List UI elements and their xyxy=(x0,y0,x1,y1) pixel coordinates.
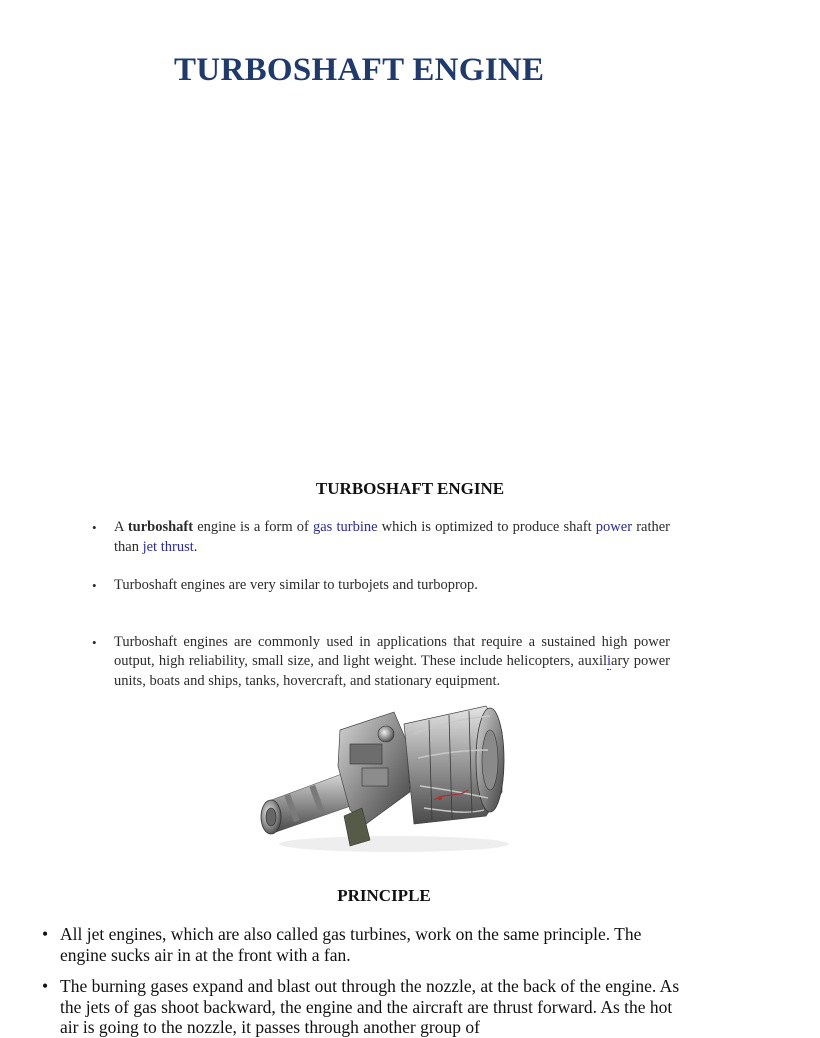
principle-point: • The burning gases expand and blast out through the nozzle, at the back of the engine. As the jets of gas shoot backward, the engine and the aircraft are thrust forward. As the hot air is going to the nozzle, it passes through another group of xyxy=(42,976,682,1038)
bullet-text: engine is a form of xyxy=(193,519,313,535)
bullet-text: A xyxy=(114,519,128,535)
bullet-item-definition xyxy=(92,518,670,557)
section-title: TURBOSHAFT ENGINE xyxy=(315,479,505,498)
link-power[interactable]: power xyxy=(595,519,633,535)
turboshaft-engine-image xyxy=(254,704,506,854)
bullet-text: . xyxy=(193,538,198,555)
bullet-text: ary power units, boats and ships, tanks, hovercraft, and stationary equipment. xyxy=(114,653,670,689)
bullet-text: Turboshaft engines are commonly used in applications that require a sustained high power output, high reliability, small size, and light weight. These include helicopters, auxil xyxy=(114,633,670,669)
link-gas-turbine[interactable]: gas turbine xyxy=(312,519,378,535)
link-auxiliary[interactable]: i xyxy=(607,653,612,669)
principle-list xyxy=(42,924,682,1038)
bold-term-turboshaft: turboshaft xyxy=(127,519,194,535)
bullet-list xyxy=(92,518,670,691)
bullet-text: rather than xyxy=(114,519,670,555)
main-title: TURBOSHAFT ENGINE xyxy=(174,52,545,88)
bullet-item-applications xyxy=(92,633,670,692)
principle-title: PRINCIPLE xyxy=(337,886,431,905)
bullet-item-similarity: • Turboshaft engines are very similar to turbojets and turboprop. xyxy=(92,576,670,596)
principle-point: • All jet engines, which are also called gas turbines, work on the same principle. The engine sucks air in at the front with a fan. xyxy=(42,924,682,965)
link-jet-thrust[interactable]: jet thrust xyxy=(142,538,194,555)
bullet-text: which is optimized to produce shaft xyxy=(377,519,596,535)
